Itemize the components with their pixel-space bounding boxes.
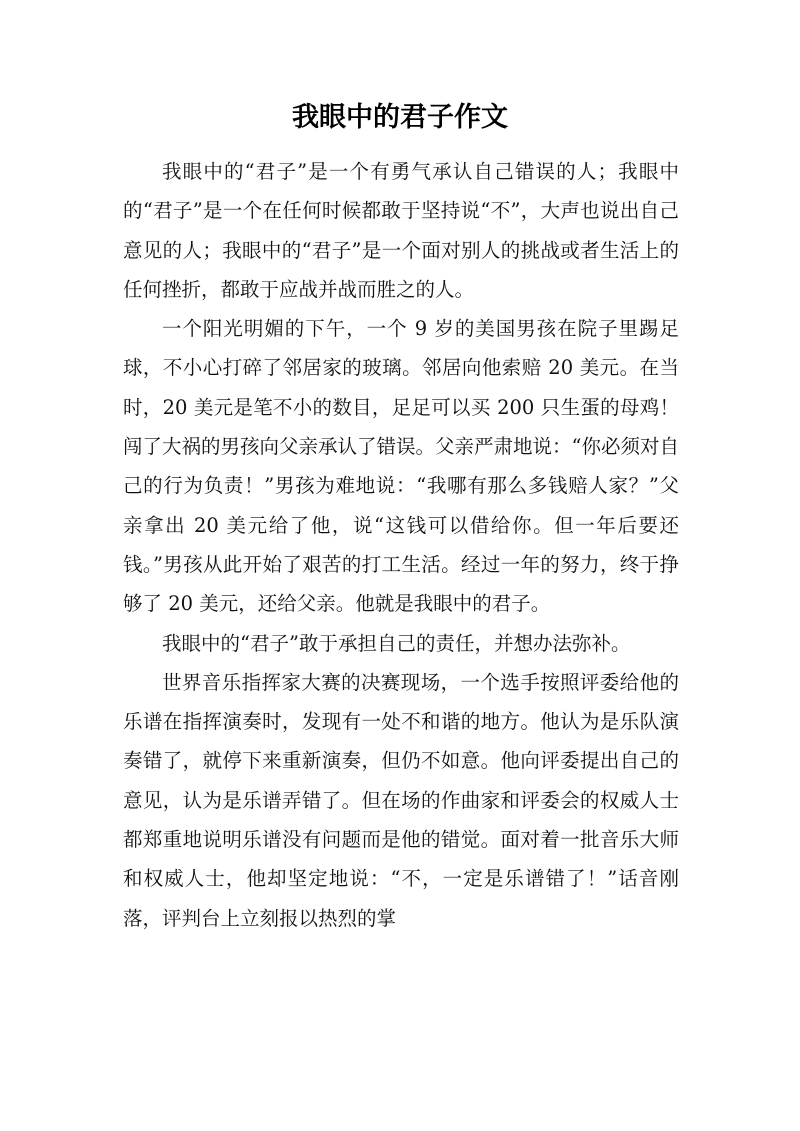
paragraph-1: 我眼中的“君子”是一个有勇气承认自己错误的人；我眼中的“君子”是一个在任何时候都敢于坚持说“不”，大声也说出自己意见的人；我眼中的“君子”是一个面对别人的挑战或者生活上的任何挫折，都敢于应战并战而胜之的人。	[123, 160, 679, 301]
paragraph-3: 我眼中的“君子”敢于承担自己的责任，并想办法弥补。	[162, 631, 631, 655]
document-title: 我眼中的君子作文	[292, 102, 508, 133]
paragraph-4: 世界音乐指挥家大赛的决赛现场，一个选手按照评委给他的乐谱在指挥演奏时，发现有一处不和谐的地方。他认为是乐队演奏错了，就停下来重新演奏，但仍不如意。他向评委提出自己的意见，认为是乐谱弄错了。但在场的作曲家和评委会的权威人士都郑重地说明乐谱没有问题而是他的错觉。面对着一批音乐大师和权威人士，他却坚定地说：“不，一定是乐谱错了！”话音刚落，评判台上立刻报以热烈的掌	[123, 670, 679, 930]
document-body	[123, 152, 679, 938]
paragraph-2: 一个阳光明媚的下午，一个 9 岁的美国男孩在院子里踢足球，不小心打碎了邻居家的玻璃。邻居向他索赔 20 美元。在当时，20 美元是笔不小的数目，足足可以买 200 只生蛋的母鸡！闯了大祸的男孩向父亲承认了错误。父亲严肃地说：“你必须对自己的行为负责！”男孩为难地说：“我哪有那么多钱赔人家？”父亲拿出 20 美元给了他，说“这钱可以借给你。但一年后要还钱。”男孩从此开始了艰苦的打工生活。经过一年的努力，终于挣够了 20 美元，还给父亲。他就是我眼中的君子。	[123, 317, 679, 616]
